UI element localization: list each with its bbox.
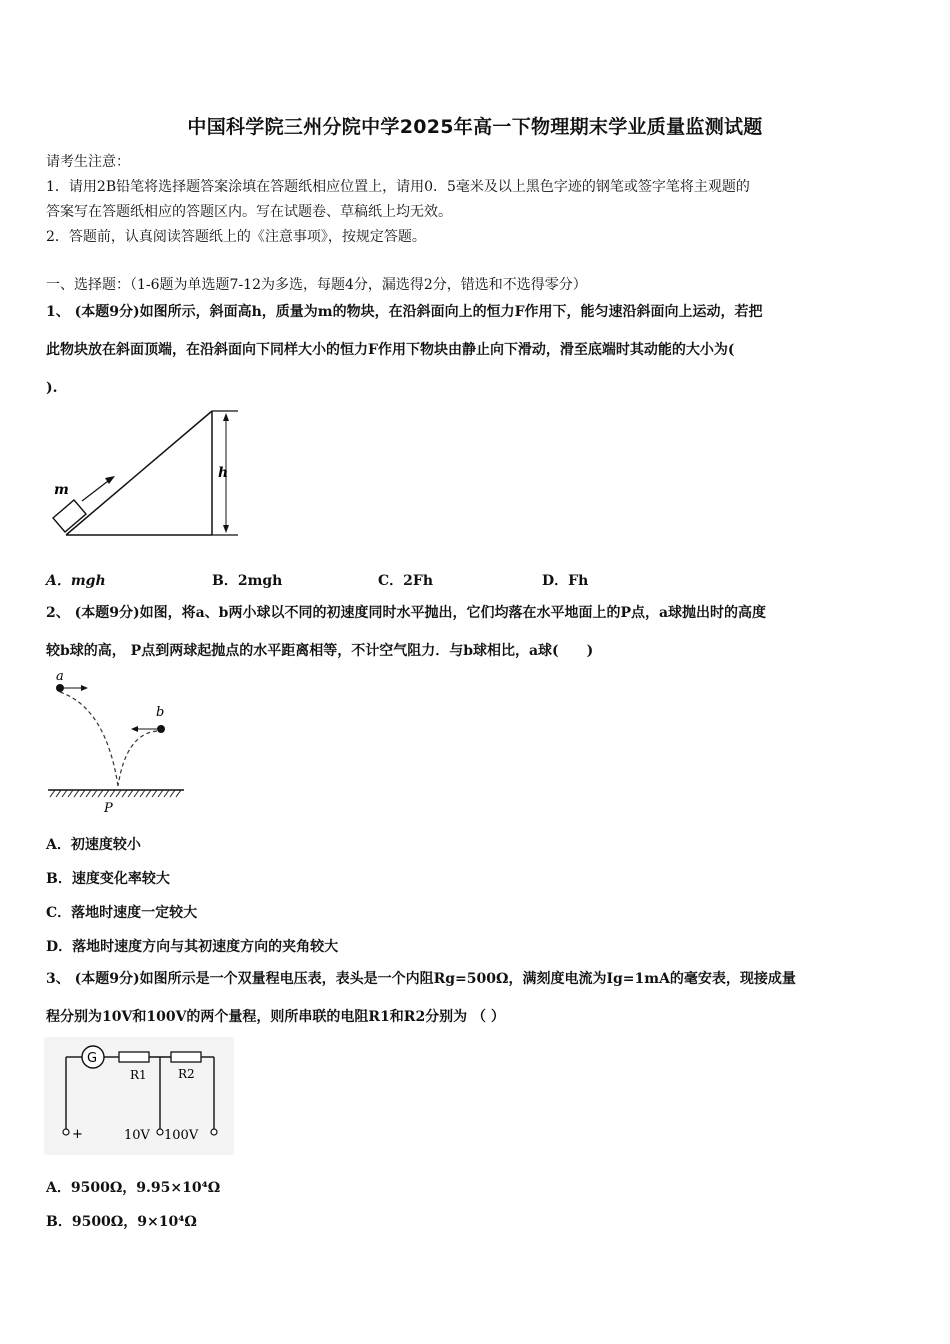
q1-option-d[interactable]: D．Fh xyxy=(542,573,589,589)
notice-item1-line2: 答案写在答题纸相应的答题区内。写在试题卷、草稿纸上均无效。 xyxy=(46,204,452,220)
q3-10v-terminal-label: 10V xyxy=(124,1128,150,1143)
q2-figure-label-p: P xyxy=(104,801,113,816)
q2-option-b[interactable]: B．速度变化率较大 xyxy=(46,871,170,887)
q2-figure-label-a: a xyxy=(56,669,64,684)
q3-line1: 3、 (本题9分)如图所示是一个双量程电压表，表头是一个内阻Rg=500Ω，满刻度电流为Ig=1mA的毫安表，现接成量 xyxy=(46,971,796,987)
notice-heading: 请考生注意： xyxy=(46,154,130,170)
page-title: 中国科学院三州分院中学2025年高一下物理期末学业质量监测试题 xyxy=(187,116,763,138)
q2-option-a[interactable]: A．初速度较小 xyxy=(46,837,141,853)
q1-figure-label-m: m xyxy=(54,482,69,498)
section-heading: 一、选择题：（1-6题为单选题7-12为多选，每题4分，漏选得2分，错选和不选得零分） xyxy=(46,277,587,293)
q3-galvanometer-label: G xyxy=(87,1051,98,1066)
q3-option-b[interactable]: B．9500Ω，9×10⁴Ω xyxy=(46,1214,197,1230)
q2-line1: 2、 (本题9分)如图，将a、b两小球以不同的初速度同时水平抛出，它们均落在水平地面上的P点，a球抛出时的高度 xyxy=(46,605,767,621)
q3-line2: 程分别为10V和100V的两个量程，则所串联的电阻R1和R2分别为 （ ） xyxy=(46,1009,505,1025)
q1-line1: 1、 (本题9分)如图所示，斜面高h，质量为m的物块，在沿斜面向上的恒力F作用下，能匀速沿斜面向上运动，若把 xyxy=(46,304,763,320)
q1-incline-figure xyxy=(40,405,250,545)
q2-option-d[interactable]: D．落地时速度方向与其初速度方向的夹角较大 xyxy=(46,939,339,955)
q3-plus-terminal-label: + xyxy=(72,1127,83,1142)
q2-projectile-figure xyxy=(44,668,189,818)
q2-option-c[interactable]: C．落地时速度一定较大 xyxy=(46,905,198,921)
q3-circuit-figure xyxy=(44,1037,234,1155)
q2-figure-label-b: b xyxy=(156,705,165,720)
q2-line2: 较b球的高， P点到两球起抛点的水平距离相等，不计空气阻力．与b球相比，a球( ) xyxy=(46,643,594,659)
q3-r1-label: R1 xyxy=(130,1068,147,1082)
q1-line3: ). xyxy=(46,380,58,396)
notice-item2: 2．答题前，认真阅读答题纸上的《注意事项》，按规定答题。 xyxy=(46,229,426,245)
q3-option-a[interactable]: A．9500Ω，9.95×10⁴Ω xyxy=(46,1180,221,1196)
q3-100v-terminal-label: 100V xyxy=(164,1128,199,1143)
q1-option-b[interactable]: B．2mgh xyxy=(212,573,283,589)
q1-option-c[interactable]: C．2Fh xyxy=(378,573,434,589)
q1-figure-label-h: h xyxy=(218,465,229,481)
q1-line2: 此物块放在斜面顶端，在沿斜面向下同样大小的恒力F作用下物块由静止向下滑动，滑至底端时其动能的大小为( xyxy=(46,342,735,358)
notice-item1-line1: 1．请用2B铅笔将选择题答案涂填在答题纸相应位置上，请用0．5毫米及以上黑色字迹的钢笔或签字笔将主观题的 xyxy=(46,179,750,195)
q1-option-a[interactable]: A．mgh xyxy=(46,573,106,589)
q3-r2-label: R2 xyxy=(178,1067,195,1081)
